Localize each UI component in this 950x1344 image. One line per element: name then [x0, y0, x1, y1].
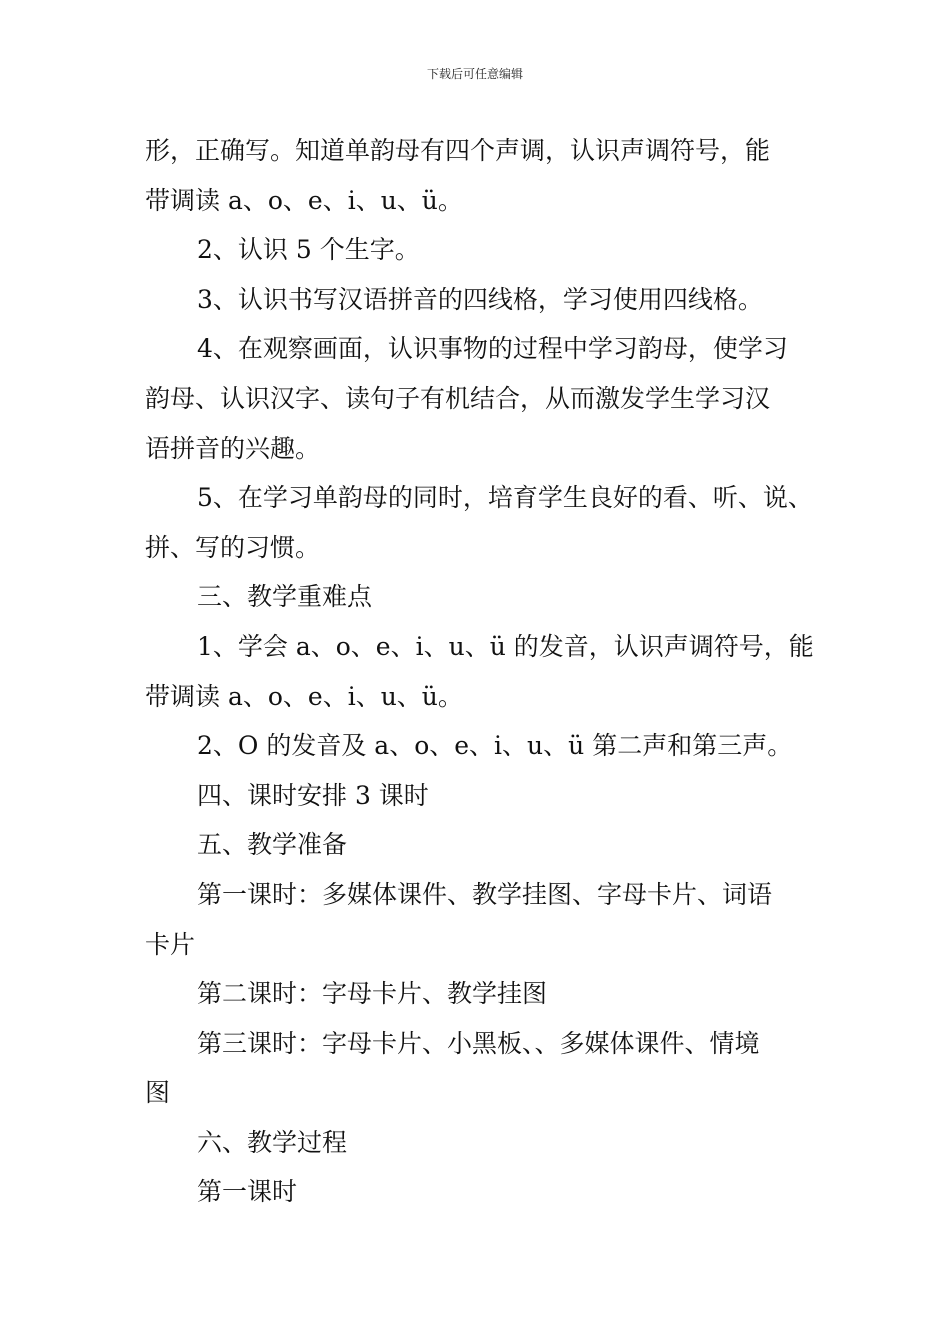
paragraph-13: [145, 1019, 835, 1118]
paragraph-line: 2、O 的发音及 a、o、e、i、u、ü 第二声和第三声。: [197, 731, 793, 761]
paragraph-4: [145, 324, 835, 473]
paragraph-8: [145, 721, 835, 771]
paragraph-line: 形，正确写。知道单韵母有四个声调，认识声调符号，能: [145, 136, 771, 165]
paragraph-5: [145, 473, 835, 572]
paragraph-line: 4、在观察画面，认识事物的过程中学习韵母，使学习: [197, 334, 788, 364]
paragraph-line: 第一课时：多媒体课件、教学挂图、字母卡片、词语: [197, 879, 773, 909]
paragraph-11: [145, 870, 835, 969]
paragraph-line: 图: [145, 1078, 171, 1108]
paragraph-line: 韵母、认识汉字、读句子有机结合，从而激发学生学习汉: [145, 383, 771, 413]
paragraph-line: 拼、写的习惯。: [145, 532, 321, 562]
paragraph-line: 五、教学准备: [197, 830, 348, 860]
paragraph-2: [145, 225, 835, 275]
paragraph-12: [145, 969, 835, 1019]
section-heading-preparation: [145, 820, 835, 870]
page-header-note: 下载后可任意编辑: [426, 67, 523, 81]
paragraph-line: 2、认识 5 个生字。: [197, 235, 420, 265]
paragraph-line: 5、在学习单韵母的同时，培育学生良好的看、听、说、: [197, 483, 813, 513]
section-heading-schedule: [145, 771, 835, 821]
paragraph-line: 3、认识书写汉语拼音的四线格，学习使用四线格。: [197, 284, 763, 314]
paragraph-1: [145, 126, 835, 225]
paragraph-7: [145, 622, 835, 721]
section-heading-process: [145, 1118, 835, 1168]
sub-heading-first-lesson: [145, 1167, 835, 1217]
paragraph-line: 带调读 a、o、e、i、u、ü。: [145, 681, 463, 711]
document-body: [145, 126, 835, 1217]
paragraph-line: 第三课时：字母卡片、小黑板、、多媒体课件、情境: [197, 1028, 760, 1058]
paragraph-3: [145, 275, 835, 325]
paragraph-line: 三、教学重难点: [197, 582, 373, 612]
paragraph-line: 六、教学过程: [197, 1127, 348, 1157]
paragraph-line: 带调读 a、o、e、i、u、ü。: [145, 185, 463, 215]
paragraph-line: 1、学会 a、o、e、i、u、ü 的发音，认识声调符号，能: [197, 631, 814, 661]
paragraph-line: 第二课时：字母卡片、教学挂图: [197, 979, 548, 1009]
paragraph-line: 卡片: [145, 929, 196, 959]
paragraph-line: 四、课时安排 3 课时: [197, 780, 429, 810]
paragraph-line: 第一课时: [197, 1177, 298, 1207]
paragraph-line: 语拼音的兴趣。: [145, 433, 321, 463]
section-heading-key-points: [145, 572, 835, 622]
